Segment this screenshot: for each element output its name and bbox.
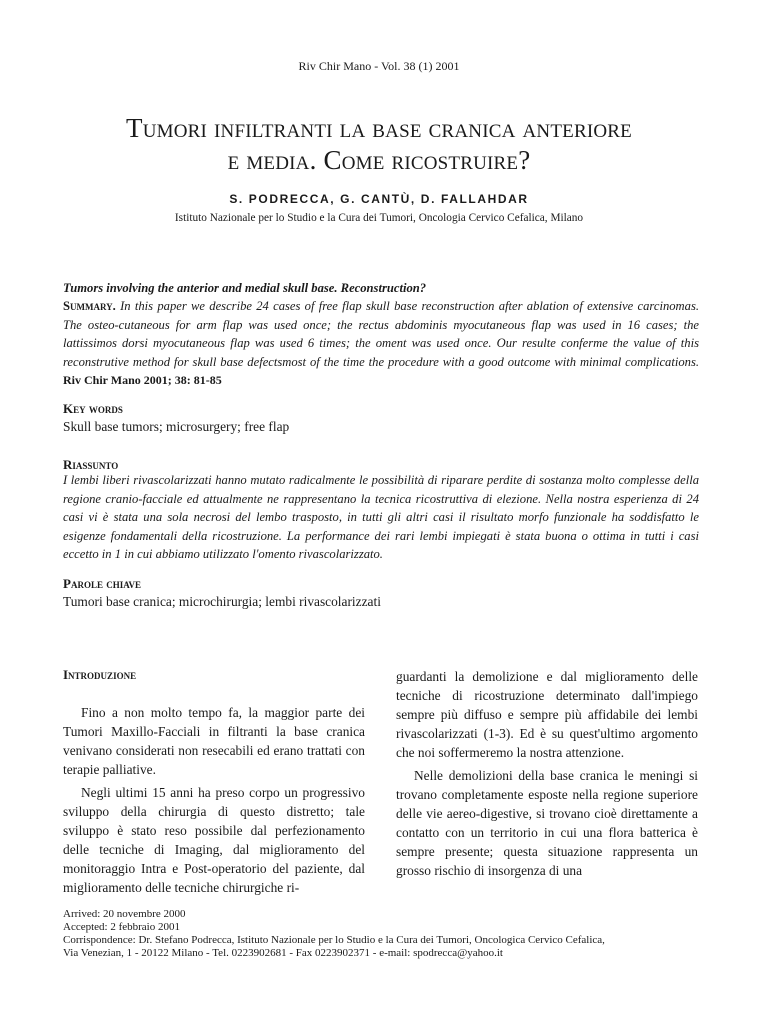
english-title: Tumors involving the anterior and medial skull base. Reconstruction? bbox=[63, 281, 427, 295]
citation: Riv Chir Mano 2001; 38: 81-85 bbox=[63, 373, 222, 387]
summary-text: In this paper we describe 24 cases of free flap skull base reconstruction after ablation of extensive carcinomas. The osteo-cutaneous for arm flap was used once; the rectus abdominis myocutaneous flap was used in 16 cases; the lattissimos dorsi myocutaneous flap was used 6 times; the oment was used once. Our resulte conferme the value of this reconstrutive method for skull base defectsmost of the time the procedure with a good outcome with minimal complications. bbox=[63, 299, 699, 369]
article-title-line-2: e media. Come ricostruire? bbox=[227, 145, 531, 175]
arrived-date: Arrived: 20 novembre 2000 bbox=[63, 908, 186, 920]
paragraph: Nelle demolizioni della base cranica le meningi si trovano completamente esposte nella regione superiore delle vie aereo-digestive, si trovano cioè direttamente a contatto con un territorio in cui una flora batterica è sempre presente; questa situazione rappresenta un grosso rischio di insorgenza di una bbox=[396, 768, 698, 878]
summary bbox=[63, 297, 699, 390]
keywords: Skull base tumors; microsurgery; free flap bbox=[63, 419, 290, 434]
riassunto-text: I lembi liberi rivascolarizzati hanno mutato radicalmente le possibilità di riparare perdite di sostanza molto complesse della regione cranio-facciale ed attualmente ne rappresentano la tecnica ricostruttiva di elezione. Nella nostra esperienza di 24 casi vi è stata una sola necrosi del lembo trasposto, in tutti gli altri casi il risultato morfo funzionale ha soddisfatto le esigenze fondamentali della ricostruzione. La performance dei rari lembi impiegati è stata buona o ottima in tutti i casi eccetto in 1 in cui abbiamo utilizzato l'omento rivascolarizzato. bbox=[63, 473, 699, 561]
article-footnote bbox=[63, 908, 703, 960]
parole-chiave: Tumori base cranica; microchirurgia; lembi rivascolarizzati bbox=[63, 594, 381, 609]
article-title bbox=[0, 112, 758, 176]
accepted-date: Accepted: 2 febbraio 2001 bbox=[63, 921, 180, 933]
address: Via Venezian, 1 - 20122 Milano - Tel. 0223902681 - Fax 0223902371 - e-mail: spodrecca@yahoo.it bbox=[63, 947, 503, 959]
article-title-line-1: Tumori infiltranti la base cranica anteriore bbox=[126, 113, 632, 143]
summary-label: Summary. bbox=[63, 299, 116, 313]
intro-heading: Introduzione bbox=[63, 667, 137, 682]
running-header: Riv Chir Mano - Vol. 38 (1) 2001 bbox=[298, 59, 460, 73]
paragraph: Fino a non molto tempo fa, la maggior parte dei Tumori Maxillo-Facciali in filtranti la base cranica venivano considerati non resecabili ed erano trattati con terapie palliative. bbox=[63, 705, 365, 777]
authors: S. PODRECCA, G. CANTÙ, D. FALLAHDAR bbox=[229, 192, 529, 206]
keywords-label: Key words bbox=[63, 401, 123, 416]
parole-chiave-label: Parole chiave bbox=[63, 576, 142, 591]
riassunto-label: Riassunto bbox=[63, 457, 119, 472]
right-column bbox=[396, 667, 698, 880]
paragraph: guardanti la demolizione e dal miglioramento delle tecniche di ricostruzione determinato dall'impiego sempre più diffuso e sempre più affidabile dei lembi rivascolarizzati (1-3). Ed è su quest'ultimo argomento che noi soffermeremo la nostra attenzione. bbox=[396, 669, 698, 760]
left-column bbox=[63, 703, 365, 897]
correspondence: Corrispondence: Dr. Stefano Podrecca, Istituto Nazionale per lo Studio e la Cura dei Tumori, Oncologica Cervico Cefalica, bbox=[63, 934, 605, 946]
affiliation: Istituto Nazionale per lo Studio e la Cura dei Tumori, Oncologia Cervico Cefalica, Milano bbox=[174, 212, 584, 224]
paragraph: Negli ultimi 15 anni ha preso corpo un progressivo sviluppo della chirurgia di questo distretto; tale sviluppo è stato reso possibile dal perfezionamento delle tecniche di Imaging, dal miglioramento del monitoraggio Intra e Post-operatorio del paziente, dal miglioramento delle tecniche chirurgiche ri- bbox=[63, 785, 365, 895]
